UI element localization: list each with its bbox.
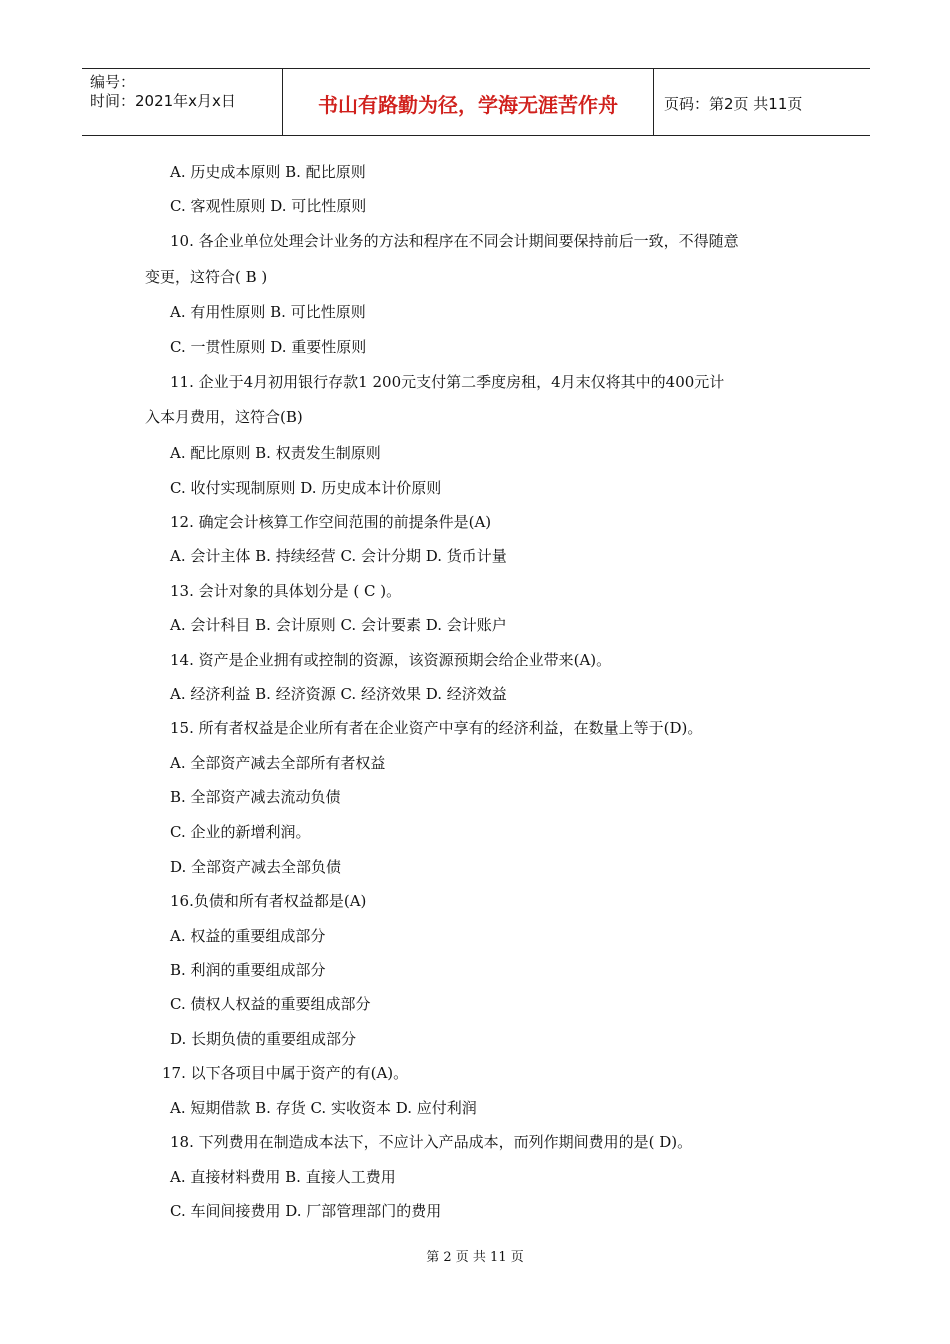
text-line: D. 全部资产减去全部负债 <box>170 858 342 876</box>
text-line: C. 企业的新增利润。 <box>170 823 311 841</box>
page-info: 页码：第2页 共11页 <box>664 95 803 113</box>
question-line: 11. 企业于4月初用银行存款1 200元支付第二季度房租，4月末仅将其中的400元计 <box>170 373 725 391</box>
page-footer: 第 2 页 共 11 页 <box>426 1250 524 1265</box>
text-line: B. 全部资产减去流动负债 <box>170 788 341 806</box>
text-line: C. 收付实现制原则 D. 历史成本计价原则 <box>170 479 442 497</box>
question-line: 12. 确定会计核算工作空间范围的前提条件是(A) <box>170 513 492 531</box>
text-line: A. 短期借款 B. 存货 C. 实收资本 D. 应付利润 <box>170 1099 477 1117</box>
text-line: 入本月费用，这符合(B) <box>145 408 303 426</box>
text-line: C. 客观性原则 D. 可比性原则 <box>170 197 367 215</box>
text-line: A. 会计科目 B. 会计原则 C. 会计要素 D. 会计账户 <box>170 616 507 634</box>
question-line: 18. 下列费用在制造成本法下，不应计入产品成本，而列作期间费用的是( D)。 <box>170 1133 693 1151</box>
text-line: A. 配比原则 B. 权责发生制原则 <box>170 444 381 462</box>
text-line: C. 一贯性原则 D. 重要性原则 <box>170 338 367 356</box>
question-line: 14. 资产是企业拥有或控制的资源，该资源预期会给企业带来(A)。 <box>170 651 612 669</box>
text-line: 变更，这符合( B ) <box>145 268 268 286</box>
question-line: 10. 各企业单位处理会计业务的方法和程序在不同会计期间要保持前后一致，不得随意 <box>170 232 739 250</box>
text-line: A. 直接材料费用 B. 直接人工费用 <box>170 1168 396 1186</box>
text-line: A. 有用性原则 B. 可比性原则 <box>170 303 366 321</box>
text-line: A. 历史成本原则 B. 配比原则 <box>170 163 366 181</box>
text-line: A. 权益的重要组成部分 <box>170 927 326 945</box>
text-line: C. 债权人权益的重要组成部分 <box>170 995 371 1013</box>
motto: 书山有路勤为径，学海无涯苦作舟 <box>318 93 618 117</box>
time-label: 时间：2021年x月x日 <box>90 92 236 110</box>
text-line: B. 利润的重要组成部分 <box>170 961 326 979</box>
question-line: 16.负债和所有者权益都是(A) <box>170 892 367 910</box>
question-line: 13. 会计对象的具体划分是 ( C )。 <box>170 582 402 600</box>
text-line: D. 长期负债的重要组成部分 <box>170 1030 357 1048</box>
question-line: 15. 所有者权益是企业所有者在企业资产中享有的经济利益，在数量上等于(D)。 <box>170 719 703 737</box>
text-line: A. 全部资产减去全部所有者权益 <box>170 754 386 772</box>
number-label: 编号： <box>90 73 136 91</box>
text-line: A. 经济利益 B. 经济资源 C. 经济效果 D. 经济效益 <box>170 685 507 703</box>
question-line: 17. 以下各项目中属于资产的有(A)。 <box>162 1064 409 1082</box>
text-line: C. 车间间接费用 D. 厂部管理部门的费用 <box>170 1202 442 1220</box>
text-line: A. 会计主体 B. 持续经营 C. 会计分期 D. 货币计量 <box>170 547 507 565</box>
